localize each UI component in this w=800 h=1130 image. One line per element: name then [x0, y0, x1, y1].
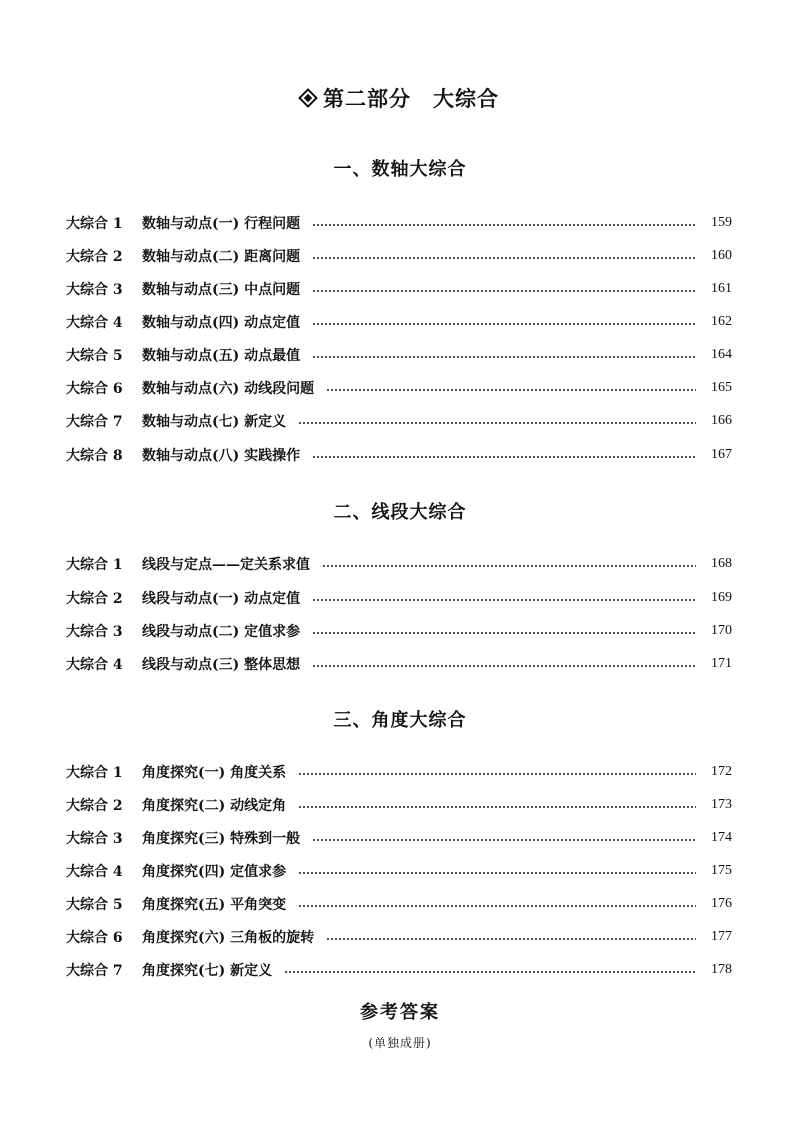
entry-number: 大综合 1: [66, 216, 123, 232]
section-heading: 二、线段大综合: [333, 502, 467, 523]
dot-leader: [312, 665, 696, 667]
toc-entry[interactable]: [66, 277, 732, 301]
entry-title: 角度探究(三) 特殊到一般: [142, 831, 301, 847]
toc-entry[interactable]: [66, 443, 732, 467]
toc-entry[interactable]: [66, 859, 732, 883]
entry-title: 数轴与动点(四) 动点定值: [142, 315, 301, 331]
entry-page-number: 162: [711, 314, 732, 329]
dot-leader: [312, 456, 696, 458]
toc-entry[interactable]: [66, 409, 732, 433]
toc-entry[interactable]: [66, 760, 732, 784]
toc-entry[interactable]: [66, 958, 732, 982]
entry-title: 数轴与动点(二) 距离问题: [142, 249, 301, 265]
entry-page-number: 178: [711, 962, 732, 977]
toc-entry[interactable]: [66, 793, 732, 817]
toc-entry[interactable]: [66, 552, 732, 576]
dot-leader: [312, 290, 696, 292]
entry-page-number: 172: [711, 764, 732, 779]
entry-number: 大综合 2: [66, 591, 123, 607]
section-heading: 一、数轴大综合: [333, 159, 467, 180]
entry-page-number: 165: [711, 380, 732, 395]
dot-leader: [284, 971, 696, 973]
entry-number: 大综合 5: [66, 897, 123, 913]
dot-leader: [312, 257, 696, 259]
entry-page-number: 176: [711, 896, 732, 911]
dot-leader: [326, 938, 696, 940]
entry-number: 大综合 1: [66, 557, 123, 573]
entry-page-number: 159: [711, 215, 732, 230]
entry-title: 数轴与动点(五) 动点最值: [142, 348, 301, 364]
dot-leader: [298, 422, 696, 424]
entry-number: 大综合 4: [66, 315, 123, 331]
entry-page-number: 169: [711, 590, 732, 605]
entry-number: 大综合 6: [66, 930, 123, 946]
dot-leader: [312, 839, 696, 841]
entry-title: 数轴与动点(八) 实践操作: [142, 448, 301, 464]
toc-entry[interactable]: [66, 892, 732, 916]
entry-number: 大综合 4: [66, 657, 123, 673]
entry-title: 线段与动点(一) 动点定值: [142, 591, 301, 607]
toc-entry[interactable]: [66, 244, 732, 268]
entry-page-number: 166: [711, 413, 732, 428]
part-title-sub: 大综合: [433, 86, 499, 111]
entry-title: 线段与定点——定关系求值: [142, 557, 310, 573]
entry-title: 数轴与动点(七) 新定义: [142, 414, 287, 430]
toc-entry[interactable]: [66, 619, 732, 643]
entry-title: 角度探究(六) 三角板的旋转: [142, 930, 315, 946]
entry-page-number: 170: [711, 623, 732, 638]
entry-number: 大综合 3: [66, 282, 123, 298]
dot-leader: [312, 599, 696, 601]
dot-leader: [312, 323, 696, 325]
entry-page-number: 175: [711, 863, 732, 878]
entry-page-number: 177: [711, 929, 732, 944]
entry-page-number: 171: [711, 656, 732, 671]
entry-number: 大综合 3: [66, 831, 123, 847]
dot-leader: [322, 565, 696, 567]
entry-page-number: 164: [711, 347, 732, 362]
toc-entry[interactable]: [66, 343, 732, 367]
entry-page-number: 167: [711, 447, 732, 462]
entry-title: 角度探究(七) 新定义: [142, 963, 273, 979]
toc-entry[interactable]: [66, 652, 732, 676]
dot-leader: [298, 905, 696, 907]
diamond-icon: [298, 88, 318, 108]
entry-page-number: 174: [711, 830, 732, 845]
toc-entry[interactable]: [66, 211, 732, 235]
answers-title: 参考答案: [360, 1002, 440, 1023]
entry-number: 大综合 7: [66, 414, 123, 430]
entry-number: 大综合 6: [66, 381, 123, 397]
toc-entry[interactable]: [66, 925, 732, 949]
toc-entry[interactable]: [66, 586, 732, 610]
dot-leader: [298, 773, 696, 775]
entry-title: 线段与动点(二) 定值求参: [142, 624, 301, 640]
entry-title: 数轴与动点(三) 中点问题: [142, 282, 301, 298]
entry-page-number: 161: [711, 281, 732, 296]
dot-leader: [326, 389, 696, 391]
entry-page-number: 168: [711, 556, 732, 571]
toc-entry[interactable]: [66, 310, 732, 334]
entry-title: 角度探究(一) 角度关系: [142, 765, 287, 781]
dot-leader: [298, 806, 696, 808]
entry-number: 大综合 2: [66, 249, 123, 265]
entry-title: 数轴与动点(六) 动线段问题: [142, 381, 315, 397]
entry-number: 大综合 8: [66, 448, 123, 464]
entry-number: 大综合 5: [66, 348, 123, 364]
entry-title: 线段与动点(三) 整体思想: [142, 657, 301, 673]
entry-number: 大综合 3: [66, 624, 123, 640]
entry-page-number: 160: [711, 248, 732, 263]
entry-title: 角度探究(五) 平角突变: [142, 897, 287, 913]
dot-leader: [298, 872, 696, 874]
entry-title: 数轴与动点(一) 行程问题: [142, 216, 301, 232]
entry-number: 大综合 7: [66, 963, 123, 979]
dot-leader: [312, 224, 696, 226]
section-heading: 三、角度大综合: [333, 710, 467, 731]
answers-note: (单独成册): [368, 1036, 432, 1050]
entry-title: 角度探究(二) 动线定角: [142, 798, 287, 814]
part-title-text: 第二部分: [323, 86, 411, 111]
entry-number: 大综合 2: [66, 798, 123, 814]
toc-entry[interactable]: [66, 376, 732, 400]
entry-page-number: 173: [711, 797, 732, 812]
dot-leader: [312, 632, 696, 634]
entry-number: 大综合 1: [66, 765, 123, 781]
dot-leader: [312, 356, 696, 358]
entry-number: 大综合 4: [66, 864, 123, 880]
toc-entry[interactable]: [66, 826, 732, 850]
part-title: [0, 80, 800, 116]
entry-title: 角度探究(四) 定值求参: [142, 864, 287, 880]
